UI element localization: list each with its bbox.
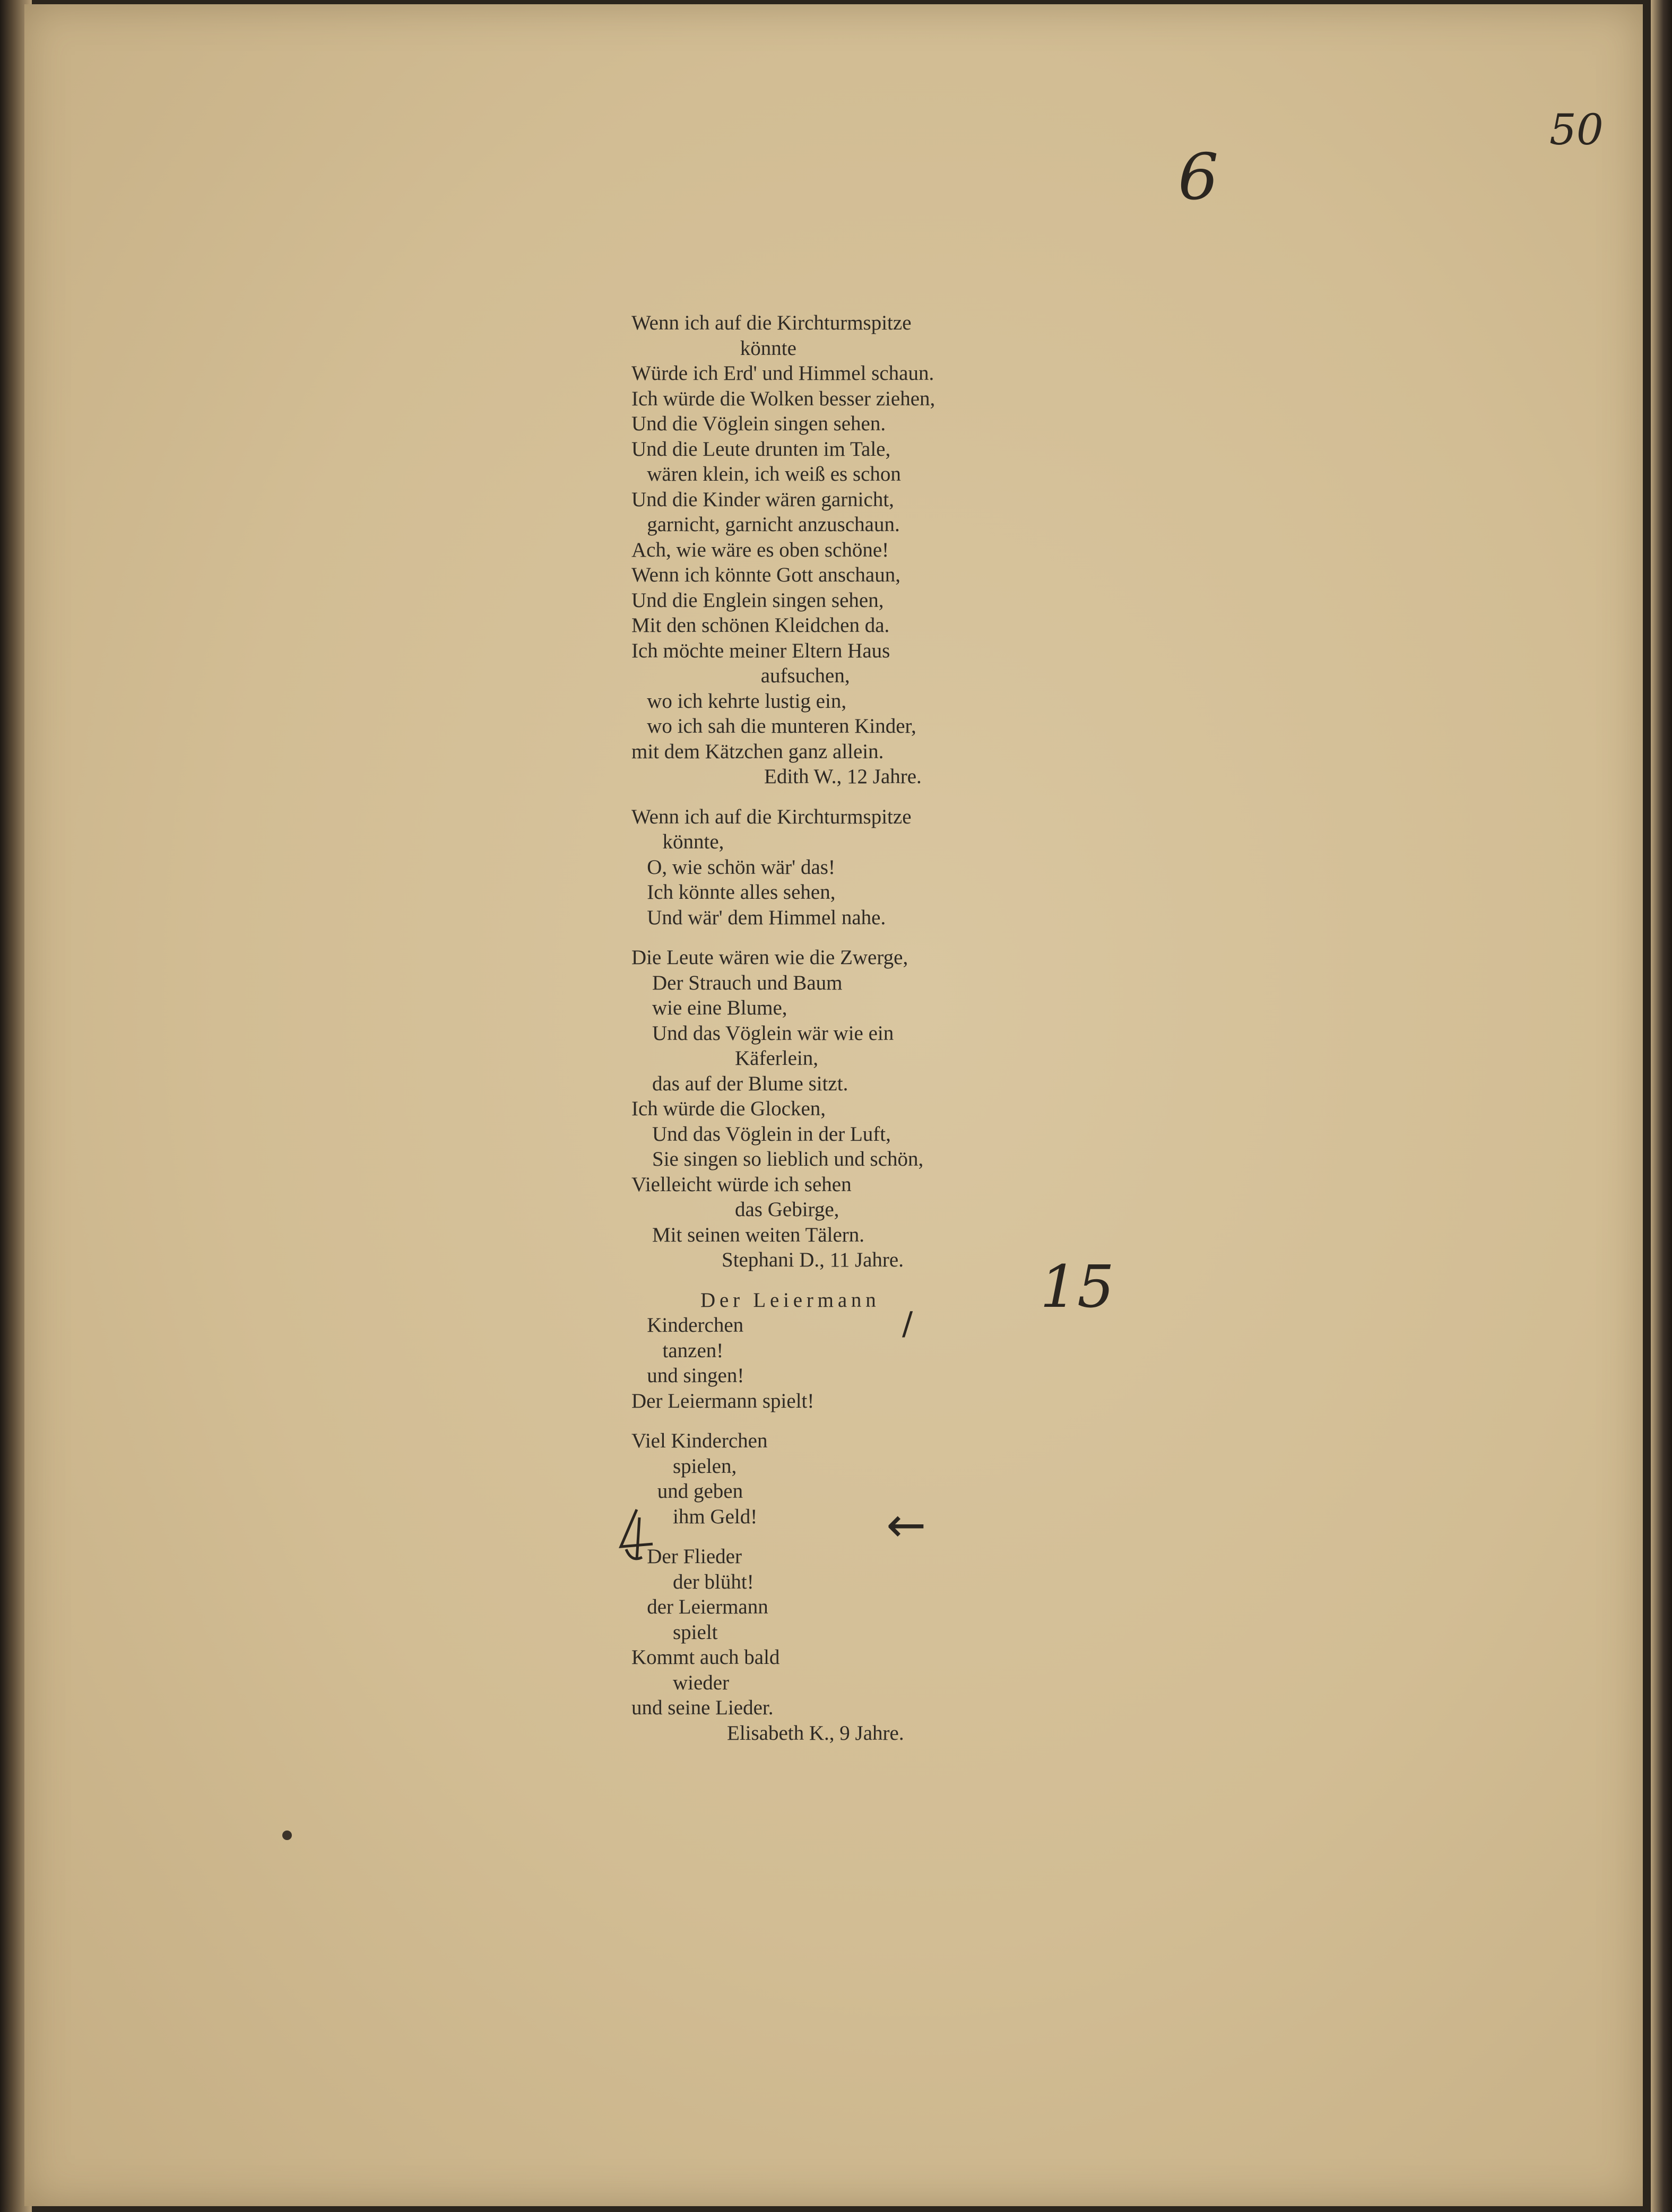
poem-line: wo ich kehrte lustig ein, [631, 689, 847, 713]
poem-line: der blüht! [631, 1570, 754, 1593]
poem-3 [631, 1288, 1024, 1746]
poem-line: Und das Vöglein in der Luft, [631, 1122, 891, 1146]
poem-line: und singen! [631, 1364, 744, 1387]
poem-line: Ach, wie wäre es oben schöne! [631, 538, 889, 561]
poem-line: wären klein, ich weiß es schon [631, 463, 901, 485]
poem-line: Viel Kinderchen [631, 1429, 768, 1452]
poem-line: Kommt auch bald [631, 1646, 780, 1669]
poem-line: Kinderchen [631, 1314, 744, 1337]
poem-line: O, wie schön wär' das! [631, 855, 835, 879]
poem-line: Käferlein, [631, 1047, 818, 1070]
poem-line: Ich möchte meiner Eltern Haus [631, 639, 890, 662]
poem-line: Der Strauch und Baum [631, 971, 843, 994]
author-signature: Elisabeth K., 9 Jahre. [727, 1721, 904, 1745]
poem-line: und geben [631, 1480, 743, 1503]
poem-line: Mit seinen weiten Tälern. [631, 1223, 864, 1246]
poem-line: Ich würde die Glocken, [631, 1097, 826, 1120]
poem-line: Und die Leute drunten im Tale, [631, 437, 891, 461]
author-signature: Stephani D., 11 Jahre. [722, 1248, 904, 1271]
poem-line: tanzen! [631, 1339, 724, 1362]
poem-line: Und das Vöglein wär wie ein [631, 1021, 894, 1045]
poem-line: Und die Kinder wären garnicht, [631, 488, 894, 511]
poem-line: das Gebirge, [631, 1198, 839, 1221]
poem-line: das auf der Blume sitzt. [631, 1072, 848, 1095]
poem-line: wieder [631, 1671, 730, 1694]
poem-line: der Leiermann [631, 1595, 768, 1618]
poem-line: Sie singen so lieblich und schön, [631, 1148, 924, 1170]
pen-stroke-mark: / [902, 1305, 913, 1342]
poem-line: Und die Englein singen sehen, [631, 588, 884, 612]
poem-1 [631, 310, 1024, 790]
poem-line: garnicht, garnicht anzuschaun. [631, 513, 900, 536]
poem-line: Wenn ich auf die Kirchturmspitze [631, 805, 912, 828]
poem-line: Mit den schönen Kleidchen da. [631, 614, 890, 637]
poem-line: Wenn ich auf die Kirchturmspitze [631, 311, 912, 334]
margin-mark: 15 [1040, 1253, 1114, 1321]
poem-line: wie eine Blume, [631, 996, 787, 1019]
poem-line: aufsuchen, [631, 664, 850, 687]
poem-line: mit dem Kätzchen ganz allein. [631, 740, 884, 763]
poem-line: Und wär' dem Himmel nahe. [631, 906, 886, 929]
poem-line: Vielleicht würde ich sehen [631, 1173, 852, 1196]
poem-line: könnte, [631, 830, 724, 853]
poem-line: Der Flieder [631, 1545, 742, 1568]
folio-number: 50 [1549, 105, 1604, 154]
poem-line: könnte [631, 336, 796, 360]
poem-line: Ich würde die Wolken besser ziehen, [631, 387, 935, 410]
page-edge [1651, 0, 1672, 2212]
poem-column [631, 310, 1024, 1746]
poem-line: spielt [631, 1620, 718, 1644]
pencil-number: 6 [1178, 141, 1219, 214]
poem-line: Würde ich Erd' und Himmel schaun. [631, 362, 934, 385]
poem-title: Der Leiermann [700, 1288, 880, 1312]
poem-line: ihm Geld! [631, 1505, 758, 1528]
poem-line: spielen, [631, 1454, 737, 1478]
poem-line: Die Leute wären wie die Zwerge, [631, 946, 908, 969]
poem-line: wo ich sah die munteren Kinder, [631, 715, 916, 738]
poem-line: Ich könnte alles sehen, [631, 881, 836, 904]
poem-line: Wenn ich könnte Gott anschaun, [631, 563, 900, 586]
poem-line: Und die Vöglein singen sehen. [631, 412, 886, 435]
poem-line: und seine Lieder. [631, 1696, 774, 1719]
author-signature: Edith W., 12 Jahre. [764, 765, 922, 788]
left-arrow-icon: ← [886, 1497, 926, 1553]
ink-spot [282, 1831, 292, 1840]
poem-line: Der Leiermann spielt! [631, 1389, 815, 1412]
poem-2 [631, 804, 1024, 1273]
